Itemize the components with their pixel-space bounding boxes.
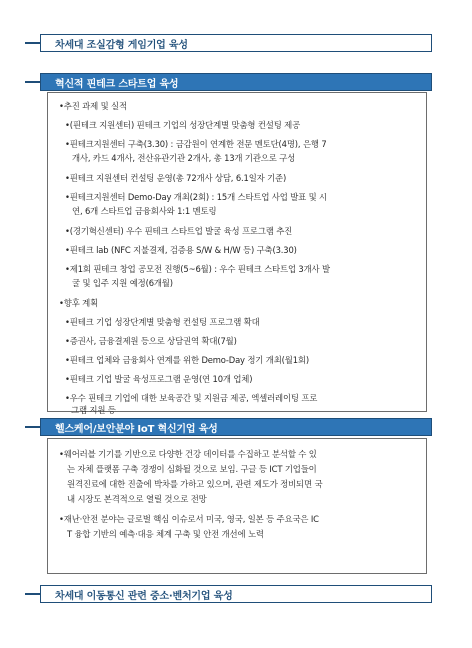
header-connector-line [25, 81, 41, 83]
header-connector-line [25, 426, 41, 428]
header-connector-line [25, 593, 41, 595]
list-item: •핀테크 기업 성장단계별 맞춤형 컨설팅 프로그램 확대 [65, 317, 260, 327]
section-title: 헬스케어/보안분야 IoT 혁신기업 육성 [55, 424, 218, 435]
section-header-game [40, 34, 432, 52]
section-header-healthcare [40, 418, 432, 436]
list-item: •제1회 핀테크 창업 공모전 진행(5~6월) : 우수 핀테크 스타트업 3개사 발 [65, 264, 330, 274]
list-item: •우수 핀테크 기업에 대한 보육공간 및 지원금 제공, 엑셀러레이팅 프로 [65, 393, 318, 403]
current-tasks-heading: •추진 과제 및 실적 [59, 101, 127, 111]
list-item-continued: 는 자체 플랫폼 구축 경쟁이 심화될 것으로 보임. 구글 등 ICT 기업들이 [67, 464, 317, 474]
list-item: •핀테크 lab (NFC 지불결제, 검증용 S/W & H/W 등) 구축(3.30) [65, 245, 297, 255]
section-header-fintech [40, 73, 432, 91]
list-item: •핀테크 기업 발굴 육성프로그램 운영(연 10개 업체) [65, 374, 253, 384]
list-item: •웨어러블 기기를 기반으로 다양한 건강 데이터를 수집하고 분석할 수 있 [59, 449, 317, 459]
list-item-continued: 그램 지원 등 [71, 405, 116, 415]
list-item-continued: 굴 및 입주 지원 예정(6개월) [72, 278, 173, 288]
list-item-continued: T 융합 기반의 예측·대응 체계 구축 및 안전 개선에 노력 [67, 529, 264, 539]
section-header-mobile [40, 585, 432, 603]
healthcare-content-box [47, 438, 427, 574]
future-plan-heading: •향후 계획 [59, 298, 99, 308]
list-item: •핀테크지원센터 구축(3.30) : 금감원이 연계한 전문 멘토단(4명), 은행 7 [65, 139, 327, 149]
list-item: •(핀테크 지원센터) 핀테크 기업의 성장단계별 맞춤형 컨설팅 제공 [65, 120, 301, 130]
fintech-content-box [47, 92, 427, 412]
list-item: •핀테크 업체와 금융회사 연계를 위한 Demo-Day 정기 개최(월1회) [65, 355, 309, 365]
list-item: •증권사, 금융결제원 등으로 상담권역 확대(7월) [65, 336, 237, 346]
section-title: 차세대 조실감형 게임기업 육성 [55, 40, 188, 51]
list-item-continued: 내 시장도 본격적으로 열릴 것으로 전망 [67, 494, 207, 504]
list-item: •(경기혁신센터) 우수 핀테크 스타트업 발굴 육성 프로그램 추진 [65, 226, 293, 236]
list-item: •핀테크 지원센터 컨설팅 운영(총 72개사 상담, 6.1일자 기준) [65, 173, 287, 183]
list-item: •핀테크지원센터 Demo-Day 개최(2회) : 15개 스타트업 사업 발표 및 시 [65, 192, 327, 202]
list-item: •재난·안전 분야는 글로벌 핵심 이슈로서 미국, 영국, 일본 등 주요국은 IC [59, 514, 319, 524]
section-title: 혁신적 핀테크 스타트업 육성 [55, 79, 179, 90]
list-item-continued: 원격진료에 대한 진출에 박차를 가하고 있으며, 관련 제도가 정비되면 국 [67, 479, 323, 489]
section-title: 차세대 이동통신 관련 중소·벤처기업 육성 [55, 591, 233, 602]
list-item-continued: 개사, 카드 4개사, 전산유관기관 2개사, 총 13개 기관으로 구성 [72, 153, 296, 163]
list-item-continued: 연, 6개 스타트업 금융회사와 1:1 멘토링 [72, 206, 217, 216]
header-connector-line [25, 42, 41, 44]
